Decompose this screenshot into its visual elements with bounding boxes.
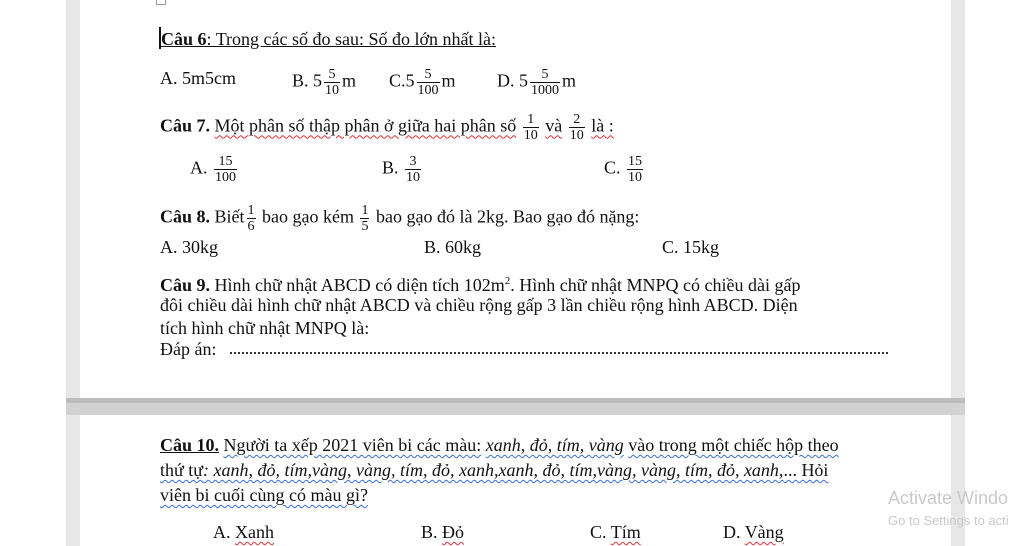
q6-option-d: D. 5 $\frac{5}{1000}$ m: [497, 67, 577, 98]
q10-option-b: B. Đỏ: [421, 522, 465, 542]
q7-stem: Câu 7. Một phân số thập phân ở giữa hai phân số $\frac{1}{10}$ và $\frac{2}{10}$ là :: [160, 112, 614, 143]
q6-stem-text: : Trong các số đo sau: Số đo lớn nhất là:: [206, 29, 497, 49]
q9-number: Câu 9.: [160, 275, 211, 295]
q6-option-c: C.5 $\frac{5}{100}$ m: [389, 67, 456, 98]
fraction: $\frac{5}{100}$: [417, 67, 439, 98]
q8-number: Câu 8.: [160, 206, 211, 227]
q6-option-b: B. 5 $\frac{5}{10}$ m: [292, 67, 357, 98]
q6-stem: [161, 28, 496, 50]
q9-answer-label: Đáp án:: [160, 339, 217, 359]
q7-number: Câu 7.: [160, 115, 211, 136]
q6-number: Câu 6: [161, 29, 207, 49]
q8-option-c: C. 15kg: [662, 237, 720, 257]
q8-option-a: A. 30kg: [160, 237, 218, 257]
q10-option-a: A. Xanh: [213, 522, 274, 542]
q7-option-b: B. $\frac{3}{10}$: [382, 154, 421, 185]
fraction: $\frac{15}{100}$: [215, 154, 236, 185]
page-break-gap: [66, 398, 965, 415]
fraction: $\frac{5}{1000}$: [531, 67, 559, 98]
fraction: $\frac{1}{5}$: [361, 203, 369, 234]
activation-watermark-subtitle: Go to Settings to acti: [888, 513, 1009, 528]
q10-line-2: thứ tự: xanh, đỏ, tím,vàng, vàng, tím, đỏ, xanh,xanh, đỏ, tím,vàng, vàng, tím, đỏ, xanh,... Hỏi: [160, 460, 829, 480]
fraction: $\frac{5}{10}$: [325, 67, 340, 98]
q9-line-1: Câu 9. Hình chữ nhật ABCD có diện tích $102m^2$. Hình chữ nhật MNPQ có chiều dài gấp: [160, 275, 801, 295]
q10-option-c: C. Tím: [590, 522, 641, 542]
q10-option-d: D. Vàng: [723, 522, 784, 542]
q8-option-b: B. 60kg: [424, 237, 482, 257]
q9-line-2: đôi chiều dài hình chữ nhật ABCD và chiều rộng gấp 3 lần chiều rộng hình ABCD. Diện: [160, 295, 798, 315]
q10-line-1: Câu 10. Người ta xếp 2021 viên bi các màu: xanh, đỏ, tím, vàng vào trong một chiếc hộp theo: [160, 435, 839, 455]
fraction: $\frac{15}{10}$: [628, 154, 643, 185]
left-page-gutter: [66, 0, 80, 546]
q6-option-a: A. 5m5cm: [160, 68, 236, 88]
q10-line-3: viên bi cuối cùng có màu gì?: [160, 485, 368, 505]
q7-option-a: A. $\frac{15}{100}$: [190, 154, 236, 185]
q8-stem: Câu 8. Biết $\frac{1}{6}$ bao gạo kém $\frac{1}{5}$ bao gạo đó là 2kg. Bao gạo đó nặng:: [160, 203, 640, 234]
fraction: $\frac{1}{6}$: [247, 203, 255, 234]
ruler-indent-marker[interactable]: [156, 0, 166, 5]
q10-number: Câu 10.: [160, 435, 220, 455]
fraction: $\frac{1}{10}$: [523, 112, 538, 143]
fraction: $\frac{3}{10}$: [406, 154, 421, 185]
right-page-gutter: [951, 0, 965, 546]
q7-option-c: C. $\frac{15}{10}$: [604, 154, 643, 185]
answer-blank-line[interactable]: [230, 352, 888, 354]
activation-watermark-title: Activate Windo: [888, 488, 1009, 508]
q9-line-3: tích hình chữ nhật MNPQ là:: [160, 318, 370, 338]
fraction: $\frac{2}{10}$: [569, 112, 584, 143]
